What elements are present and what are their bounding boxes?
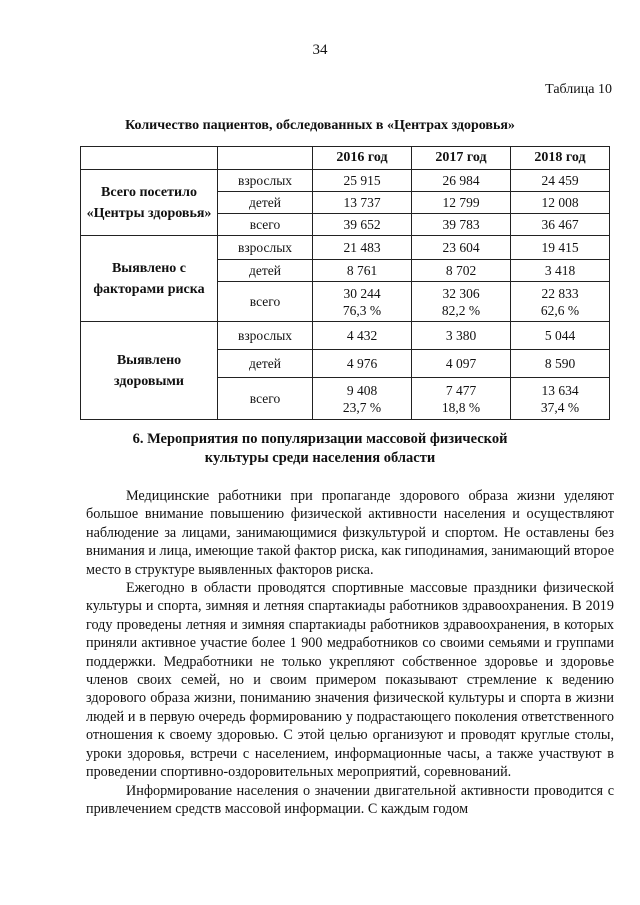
row-label: взрослых <box>218 322 313 350</box>
cell-value: 4 097 <box>412 350 511 378</box>
cell-value: 21 483 <box>313 236 412 260</box>
row-label: всего <box>218 378 313 420</box>
row-label: детей <box>218 192 313 214</box>
body-text <box>86 487 614 818</box>
cell-count: 32 306 <box>442 285 480 301</box>
cell-percent: 18,8 % <box>441 399 481 415</box>
cell-value <box>313 378 412 420</box>
cell-count: 13 634 <box>541 382 579 398</box>
cell-value <box>511 282 610 322</box>
cell-value: 12 799 <box>412 192 511 214</box>
group-label-visited: Всего посетило «Центры здоровья» <box>81 170 218 236</box>
cell-percent: 62,6 % <box>540 302 580 318</box>
row-label: взрослых <box>218 170 313 192</box>
cell-value <box>412 282 511 322</box>
cell-value: 3 380 <box>412 322 511 350</box>
cell-value: 23 604 <box>412 236 511 260</box>
cell-percent: 37,4 % <box>540 399 580 415</box>
header-2016: 2016 год <box>313 147 412 170</box>
header-2018: 2018 год <box>511 147 610 170</box>
cell-value: 39 652 <box>313 214 412 236</box>
cell-value: 5 044 <box>511 322 610 350</box>
cell-value: 25 915 <box>313 170 412 192</box>
cell-value <box>313 282 412 322</box>
cell-count: 9 408 <box>346 382 378 398</box>
paragraph: Ежегодно в области проводятся спортивные массовые праздники физической культуры и спорта, зимняя и летняя спартакиады работников здравоохранения. В 2019 году проведены летняя и зимняя спартакиады работников здравоохранения, в которых приняли активное участие более 1 900 медработников со своими семьями и группами поддержки. Медработники не только укрепляют собственное здоровье и здоровье членов своих семей, но и своим примером показывают стремление к ведению здорового образа жизни, пониманию значения физической культуры и спорта в жизни людей и в первую очередь формированию у подрастающего поколения ответственного отношения к своему здоровью. С этой целью организуют и проводят круглые столы, уроки здоровья, встречи с населением, информационные часы, а также участвуют в проведении спортивно-оздоровительных мероприятий, соревнований. <box>86 580 614 781</box>
cell-value: 8 761 <box>313 260 412 282</box>
header-2017: 2017 год <box>412 147 511 170</box>
cell-value <box>412 378 511 420</box>
table-row <box>81 236 610 260</box>
cell-value <box>511 378 610 420</box>
cell-value: 36 467 <box>511 214 610 236</box>
cell-value: 3 418 <box>511 260 610 282</box>
cell-count: 30 244 <box>343 285 381 301</box>
cell-value: 8 702 <box>412 260 511 282</box>
cell-value: 19 415 <box>511 236 610 260</box>
cell-value: 13 737 <box>313 192 412 214</box>
row-label: всего <box>218 282 313 322</box>
cell-value: 4 432 <box>313 322 412 350</box>
group-label-risk: Выявлено с факторами риска <box>81 236 218 322</box>
cell-percent: 82,2 % <box>441 302 481 318</box>
cell-count: 22 833 <box>541 285 579 301</box>
group-label-healthy: Выявлено здоровыми <box>81 322 218 420</box>
section-title-line: культуры среди населения области <box>204 450 436 466</box>
cell-value: 8 590 <box>511 350 610 378</box>
section-title <box>0 430 640 468</box>
cell-percent: 76,3 % <box>342 302 382 318</box>
section-title-line: 6. Мероприятия по популяризации массовой физической <box>132 431 508 447</box>
cell-percent: 23,7 % <box>342 399 382 415</box>
cell-value: 39 783 <box>412 214 511 236</box>
cell-value: 4 976 <box>313 350 412 378</box>
table-header-row <box>81 147 610 170</box>
patients-table <box>80 146 610 420</box>
cell-value: 12 008 <box>511 192 610 214</box>
row-label: всего <box>218 214 313 236</box>
header-cell <box>218 147 313 170</box>
table-label: Таблица 10 <box>545 82 612 97</box>
table-row <box>81 170 610 192</box>
paragraph: Информирование населения о значении двигательной активности проводится с привлечением средств массовой информации. С каждым годом <box>86 782 614 817</box>
row-label: детей <box>218 260 313 282</box>
header-cell <box>81 147 218 170</box>
table-title: Количество пациентов, обследованных в «Центрах здоровья» <box>125 118 515 133</box>
row-label: взрослых <box>218 236 313 260</box>
page-number: 34 <box>312 42 328 58</box>
cell-value: 26 984 <box>412 170 511 192</box>
paragraph: Медицинские работники при пропаганде здорового образа жизни уделяют большое внимание повышению физической активности населения и осуществляют наблюдение за лицами, занимающимися физкультурой и спортом. Не оставлены без внимания и лица, имеющие такой фактор риска, как гиподинамия, занимающий второе место в структуре выявленных факторов риска. <box>86 488 614 578</box>
cell-count: 7 477 <box>445 382 477 398</box>
cell-value: 24 459 <box>511 170 610 192</box>
row-label: детей <box>218 350 313 378</box>
table-row <box>81 322 610 350</box>
